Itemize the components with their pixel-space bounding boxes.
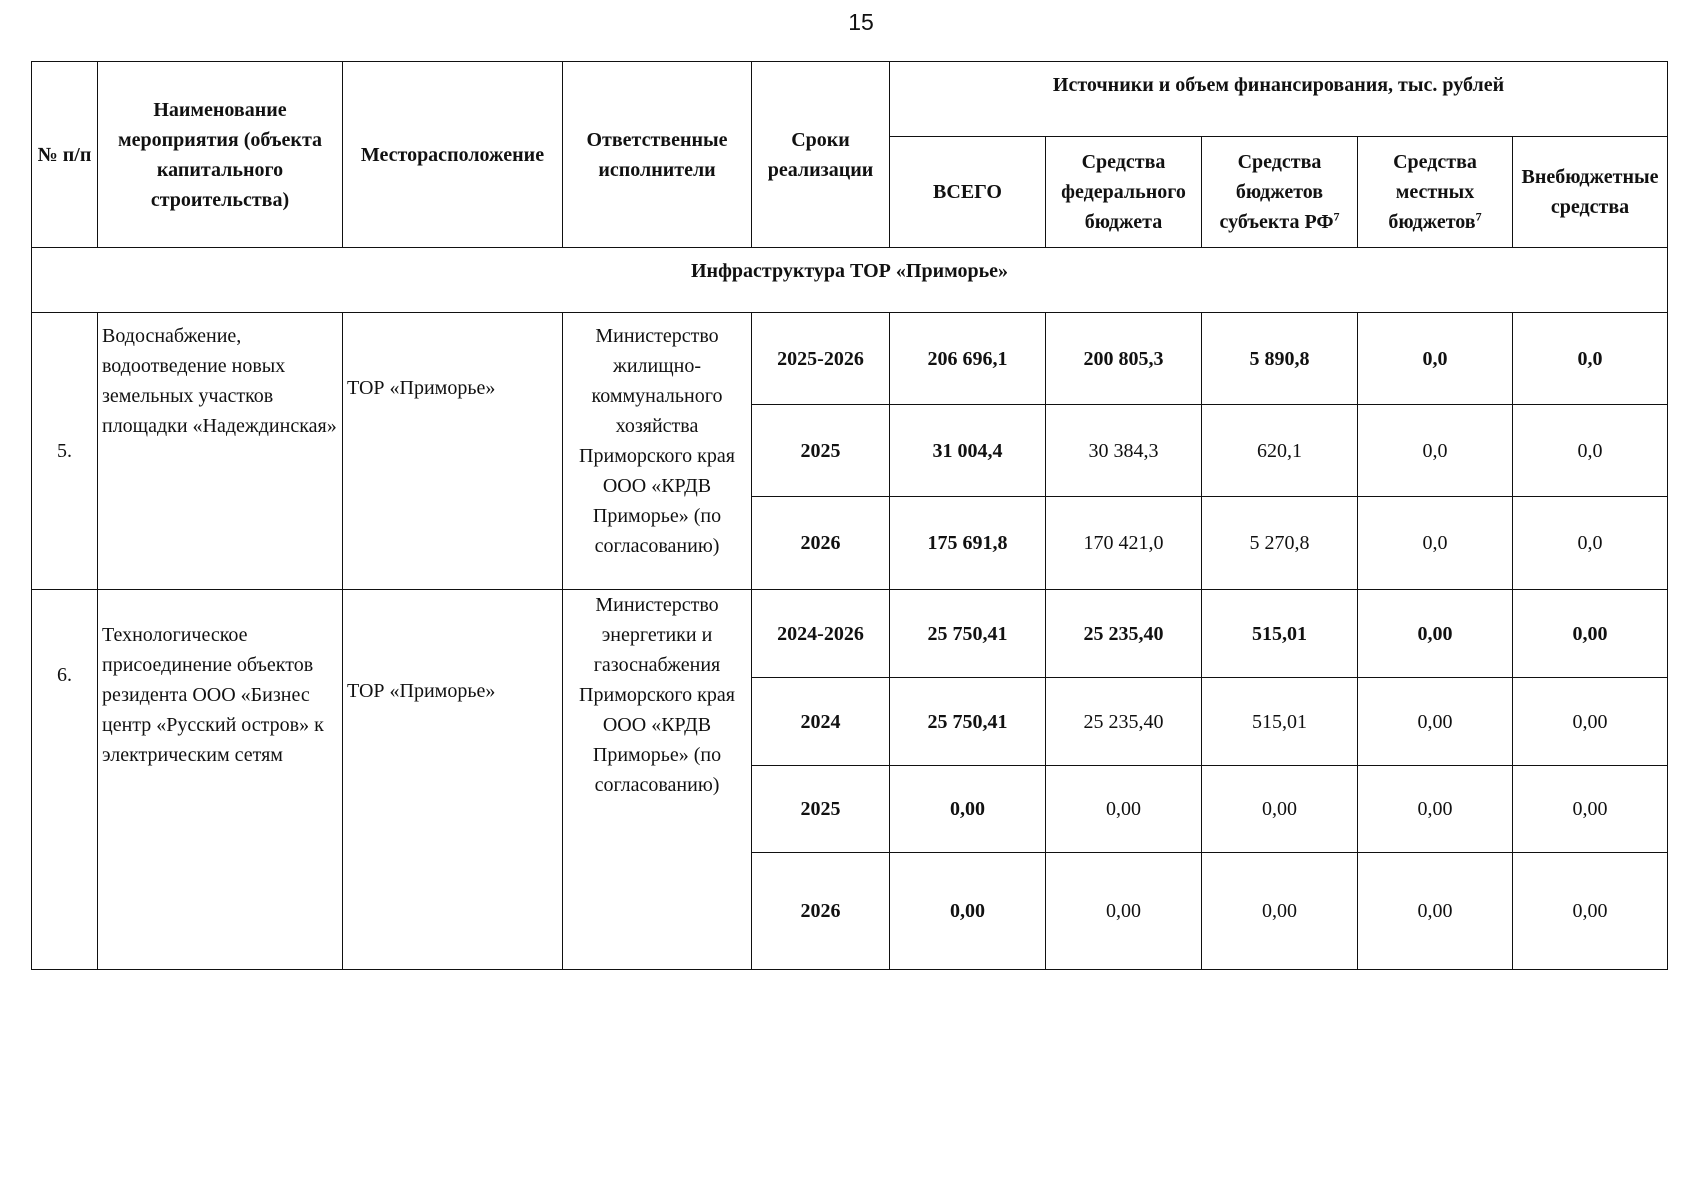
federal-cell: 25 235,40: [1046, 590, 1202, 678]
total-cell: 25 750,41: [890, 678, 1046, 766]
header-regional: [1202, 137, 1358, 248]
local-cell: 0,00: [1358, 678, 1513, 766]
header-responsible: Ответственные исполнители: [563, 62, 752, 248]
period-cell: 2026: [752, 497, 890, 590]
section-title: Инфраструктура ТОР «Приморье»: [32, 248, 1668, 313]
total-cell: 0,00: [890, 853, 1046, 970]
regional-cell: 5 890,8: [1202, 313, 1358, 405]
item-location: ТОР «Приморье»: [343, 590, 563, 970]
period-cell: 2026: [752, 853, 890, 970]
header-extra: Внебюджетные средства: [1513, 137, 1668, 248]
extra-cell: 0,00: [1513, 678, 1668, 766]
regional-cell: 5 270,8: [1202, 497, 1358, 590]
item-number: 5.: [32, 313, 98, 590]
table-row: [32, 590, 1668, 678]
federal-cell: 30 384,3: [1046, 405, 1202, 497]
header-num: № п/п: [32, 62, 98, 248]
header-financing: Источники и объем финансирования, тыс. рублей: [890, 62, 1668, 137]
period-cell: 2025: [752, 405, 890, 497]
header-local: [1358, 137, 1513, 248]
local-cell: 0,0: [1358, 405, 1513, 497]
local-cell: 0,00: [1358, 766, 1513, 853]
item-name: Водоснабжение, водоотведение новых земельных участков площадки «Надеждинская»: [98, 313, 343, 590]
header-regional-label: Средства бюджетов субъекта РФ: [1219, 151, 1334, 233]
total-cell: 25 750,41: [890, 590, 1046, 678]
local-cell: 0,00: [1358, 853, 1513, 970]
total-cell: 31 004,4: [890, 405, 1046, 497]
extra-cell: 0,0: [1513, 497, 1668, 590]
footnote-mark: 7: [1475, 209, 1482, 224]
header-federal: Средства федерального бюджета: [1046, 137, 1202, 248]
header-period: Сроки реализации: [752, 62, 890, 248]
item-number: 6.: [32, 590, 98, 970]
extra-cell: 0,0: [1513, 405, 1668, 497]
federal-cell: 170 421,0: [1046, 497, 1202, 590]
federal-cell: 0,00: [1046, 853, 1202, 970]
extra-cell: 0,00: [1513, 766, 1668, 853]
header-total: ВСЕГО: [890, 137, 1046, 248]
regional-cell: 620,1: [1202, 405, 1358, 497]
header-name: Наименование мероприятия (объекта капитального строительства): [98, 62, 343, 248]
local-cell: 0,0: [1358, 497, 1513, 590]
federal-cell: 200 805,3: [1046, 313, 1202, 405]
page-number: 15: [848, 9, 874, 35]
total-cell: 175 691,8: [890, 497, 1046, 590]
period-cell: 2025-2026: [752, 313, 890, 405]
item-location: ТОР «Приморье»: [343, 313, 563, 590]
footnote-mark: 7: [1333, 209, 1340, 224]
regional-cell: 515,01: [1202, 590, 1358, 678]
federal-cell: 25 235,40: [1046, 678, 1202, 766]
local-cell: 0,00: [1358, 590, 1513, 678]
regional-cell: 0,00: [1202, 853, 1358, 970]
header-location: Месторасположение: [343, 62, 563, 248]
regional-cell: 0,00: [1202, 766, 1358, 853]
item-responsible: Министерство энергетики и газоснабжения Приморского края ООО «КРДВ Приморье» (по согласованию): [563, 590, 752, 970]
regional-cell: 515,01: [1202, 678, 1358, 766]
period-cell: 2025: [752, 766, 890, 853]
federal-cell: 0,00: [1046, 766, 1202, 853]
period-cell: 2024-2026: [752, 590, 890, 678]
period-cell: 2024: [752, 678, 890, 766]
total-cell: 206 696,1: [890, 313, 1046, 405]
extra-cell: 0,0: [1513, 313, 1668, 405]
total-cell: 0,00: [890, 766, 1046, 853]
item-name: Технологическое присоединение объектов резидента ООО «Бизнес центр «Русский остров» к электрическим сетям: [98, 590, 343, 970]
financing-table: [31, 61, 1668, 970]
table-row: [32, 313, 1668, 405]
local-cell: 0,0: [1358, 313, 1513, 405]
header-local-label: Средства местных бюджетов: [1388, 151, 1477, 233]
item-responsible: Министерство жилищно-коммунального хозяйства Приморского края ООО «КРДВ Приморье» (по согласованию): [563, 313, 752, 590]
extra-cell: 0,00: [1513, 590, 1668, 678]
extra-cell: 0,00: [1513, 853, 1668, 970]
